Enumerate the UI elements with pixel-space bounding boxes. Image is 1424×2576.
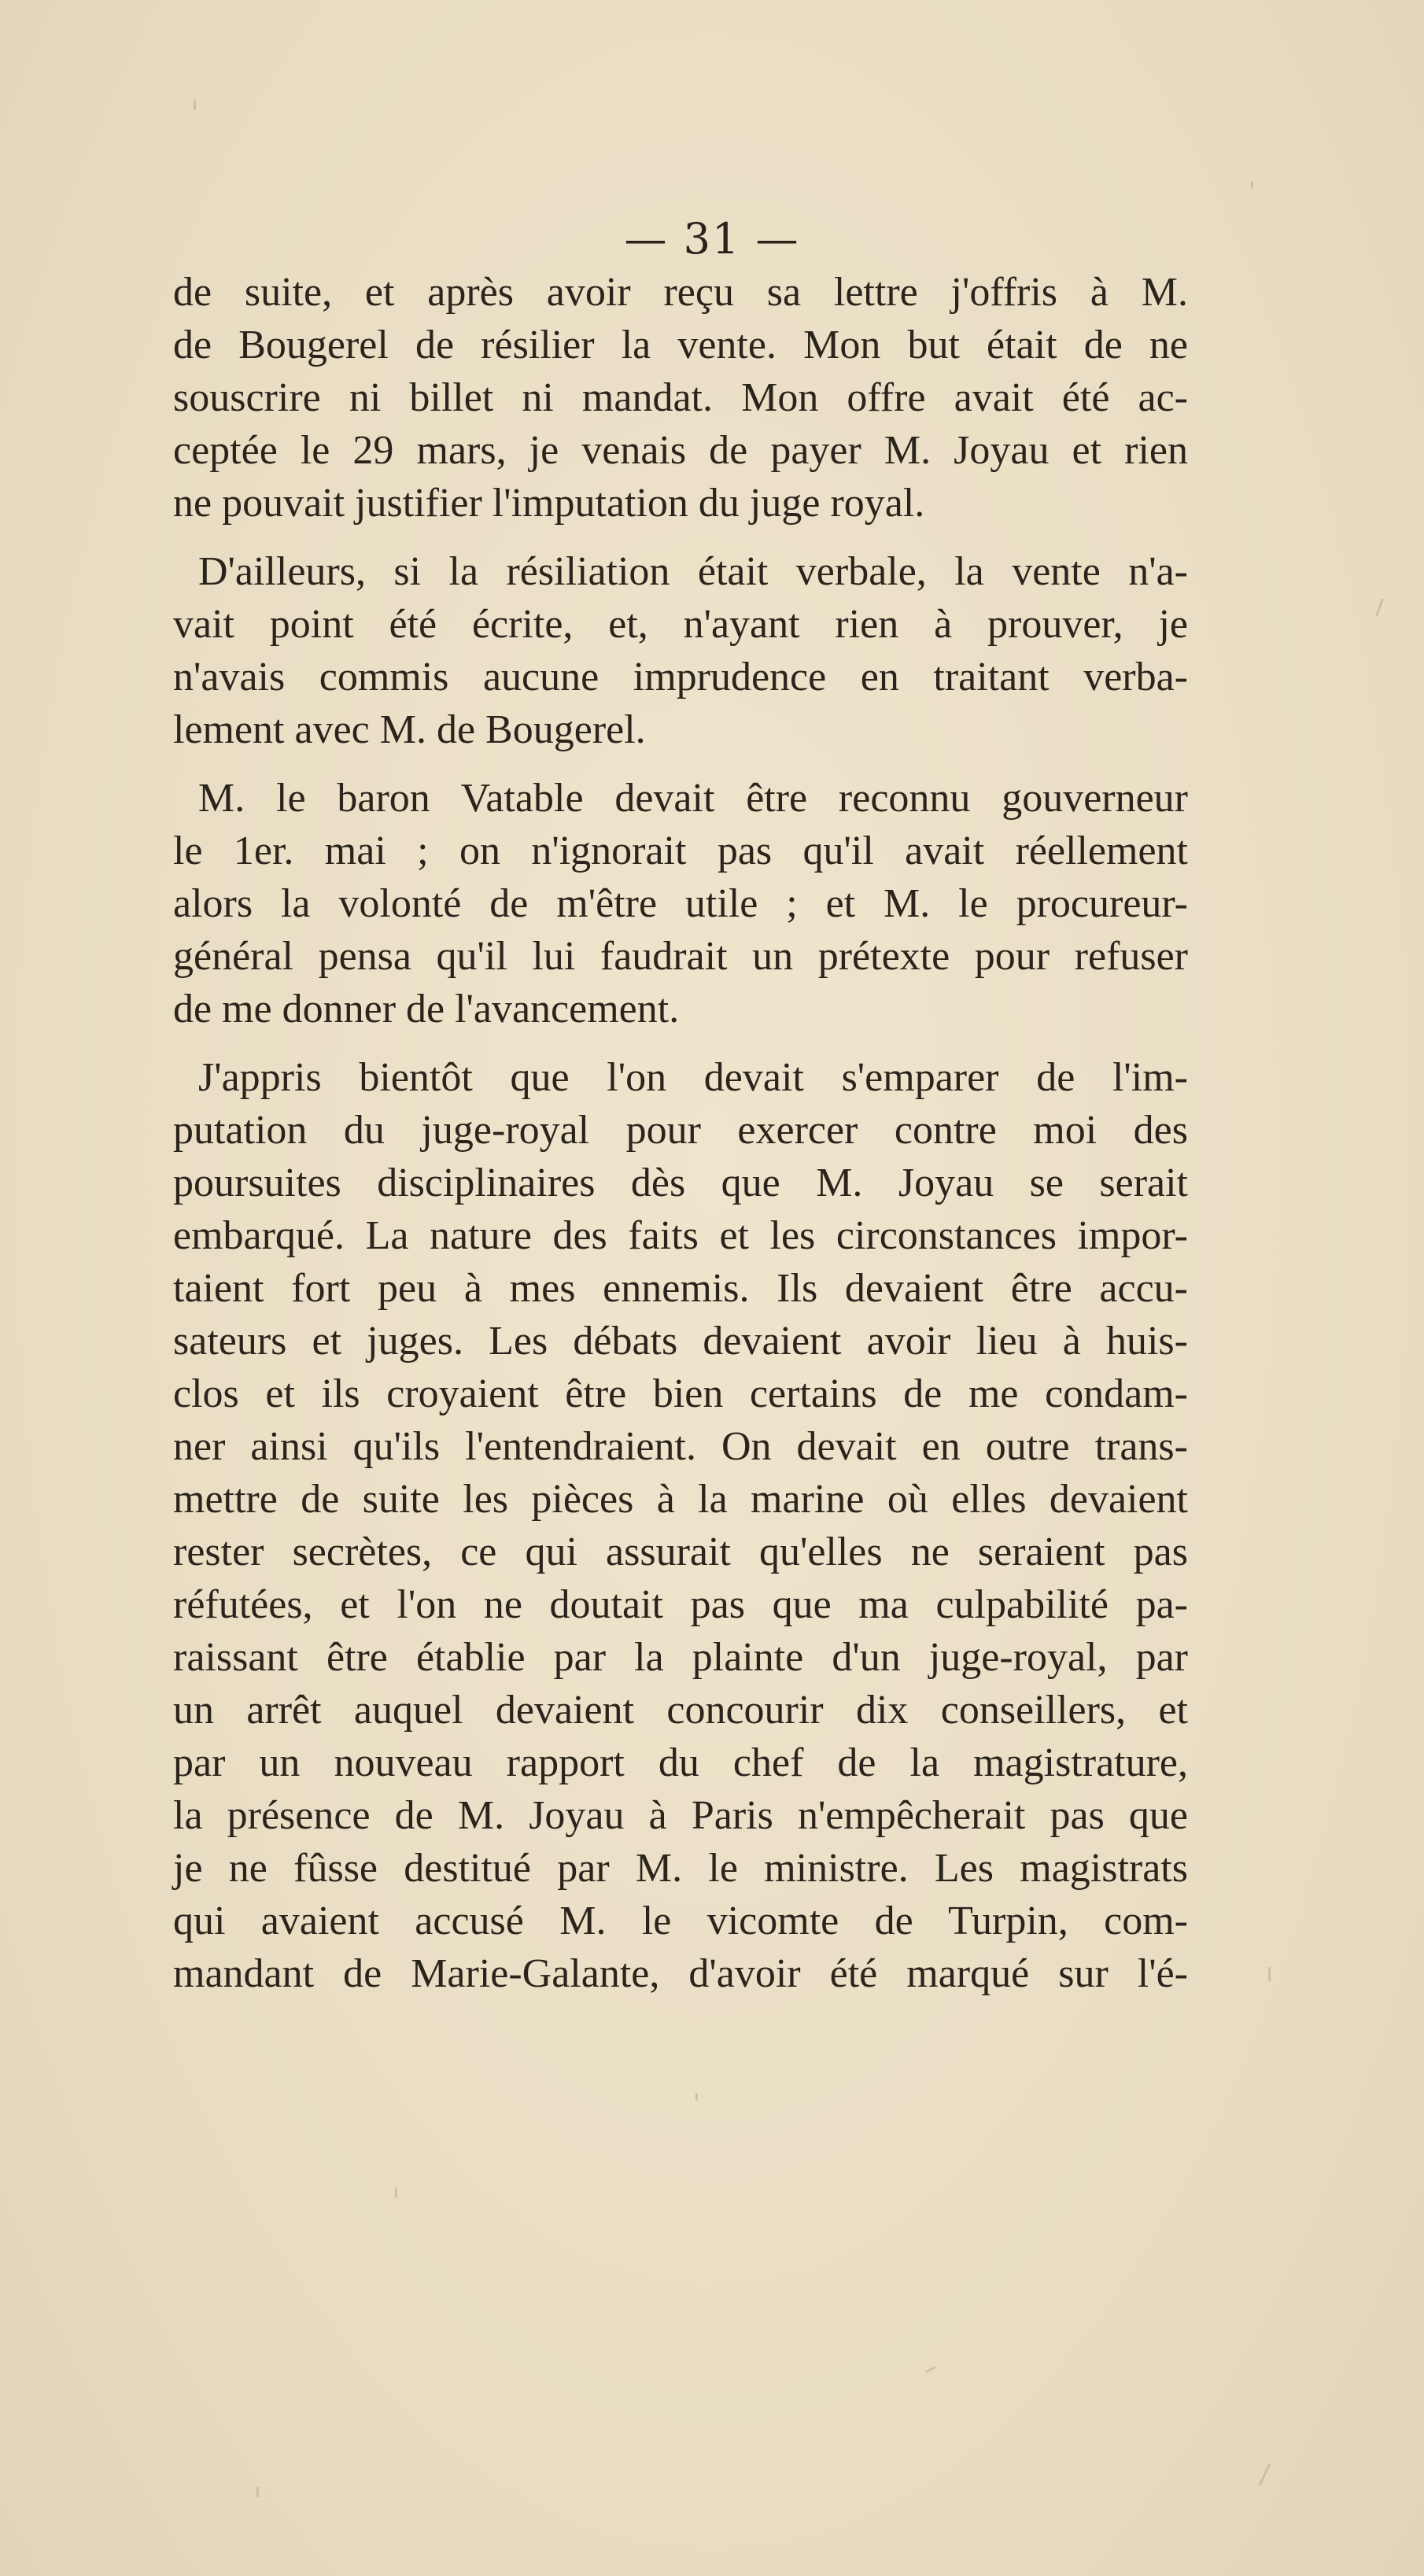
paper-speck xyxy=(1251,181,1253,189)
paragraph-4 xyxy=(173,1051,1188,2000)
text-line: réfutées, et l'on ne doutait pas que ma culpabilité pa- xyxy=(173,1582,1188,1627)
text-line: taient fort peu à mes ennemis. Ils devaient être accu- xyxy=(173,1266,1188,1311)
text-line: D'ailleurs, si la résiliation était verbale, la vente n'a- xyxy=(198,549,1188,594)
text-line: qui avaient accusé M. le vicomte de Turpin, com- xyxy=(173,1899,1188,1943)
text-line: mettre de suite les pièces à la marine où elles devaient xyxy=(173,1477,1188,1522)
text-line: n'avais commis aucune imprudence en traitant verba- xyxy=(173,655,1188,699)
paper-speck xyxy=(395,2187,397,2198)
paper-speck xyxy=(256,2486,259,2497)
text-line: alors la volonté de m'être utile ; et M. le procureur- xyxy=(173,881,1188,926)
text-line: souscrire ni billet ni mandat. Mon offre avait été ac- xyxy=(173,375,1188,420)
text-line: raissant être établie par la plainte d'un juge-royal, par xyxy=(173,1635,1188,1680)
text-line: vait point été écrite, et, n'ayant rien à prouver, je xyxy=(173,602,1188,647)
text-line: ne pouvait justifier l'imputation du juge royal. xyxy=(173,481,925,526)
text-line: poursuites disciplinaires dès que M. Joyau se serait xyxy=(173,1161,1188,1205)
text-line: sateurs et juges. Les débats devaient avoir lieu à huis- xyxy=(173,1319,1188,1364)
page-number: — 31 — xyxy=(624,214,800,264)
text-line: de me donner de l'avancement. xyxy=(173,987,680,1032)
text-line: M. le baron Vatable devait être reconnu gouverneur xyxy=(198,776,1188,821)
text-line: de Bougerel de résilier la vente. Mon but était de ne xyxy=(173,323,1188,367)
text-line: un arrêt auquel devaient concourir dix conseillers, et xyxy=(173,1688,1188,1733)
paragraph-1 xyxy=(173,266,1188,530)
body-text xyxy=(173,266,1188,2016)
text-line: J'appris bientôt que l'on devait s'emparer de l'im- xyxy=(198,1055,1188,1100)
text-line: lement avec M. de Bougerel. xyxy=(173,707,646,752)
paper-speck xyxy=(194,99,196,110)
text-line: la présence de M. Joyau à Paris n'empêcherait pas que xyxy=(173,1793,1188,1838)
text-line: putation du juge-royal pour exercer contre moi des xyxy=(173,1108,1188,1153)
text-line: par un nouveau rapport du chef de la magistrature, xyxy=(173,1740,1188,1785)
text-line: embarqué. La nature des faits et les circonstances impor- xyxy=(173,1213,1188,1258)
text-line: le 1er. mai ; on n'ignorait pas qu'il avait réellement xyxy=(173,829,1188,873)
paragraph-3 xyxy=(173,772,1188,1035)
paper-speck xyxy=(1259,2463,1271,2486)
text-line: mandant de Marie-Galante, d'avoir été marqué sur l'é- xyxy=(173,1951,1188,1996)
paper-speck xyxy=(925,2366,936,2374)
paper-speck xyxy=(1268,1967,1271,1981)
text-line: ner ainsi qu'ils l'entendraient. On devait en outre trans- xyxy=(173,1424,1188,1469)
text-line: ceptée le 29 mars, je venais de payer M. Joyau et rien xyxy=(173,428,1188,473)
text-line: de suite, et après avoir reçu sa lettre j'offris à M. xyxy=(173,270,1188,315)
paper-speck xyxy=(1375,598,1384,617)
text-line: je ne fûsse destitué par M. le ministre. Les magistrats xyxy=(173,1846,1188,1891)
paragraph-2 xyxy=(173,545,1188,756)
text-line: rester secrètes, ce qui assurait qu'elles ne seraient pas xyxy=(173,1530,1188,1574)
text-line: général pensa qu'il lui faudrait un prétexte pour refuser xyxy=(173,934,1188,979)
text-line: clos et ils croyaient être bien certains de me condam- xyxy=(173,1371,1188,1416)
paper-speck xyxy=(695,2093,698,2101)
